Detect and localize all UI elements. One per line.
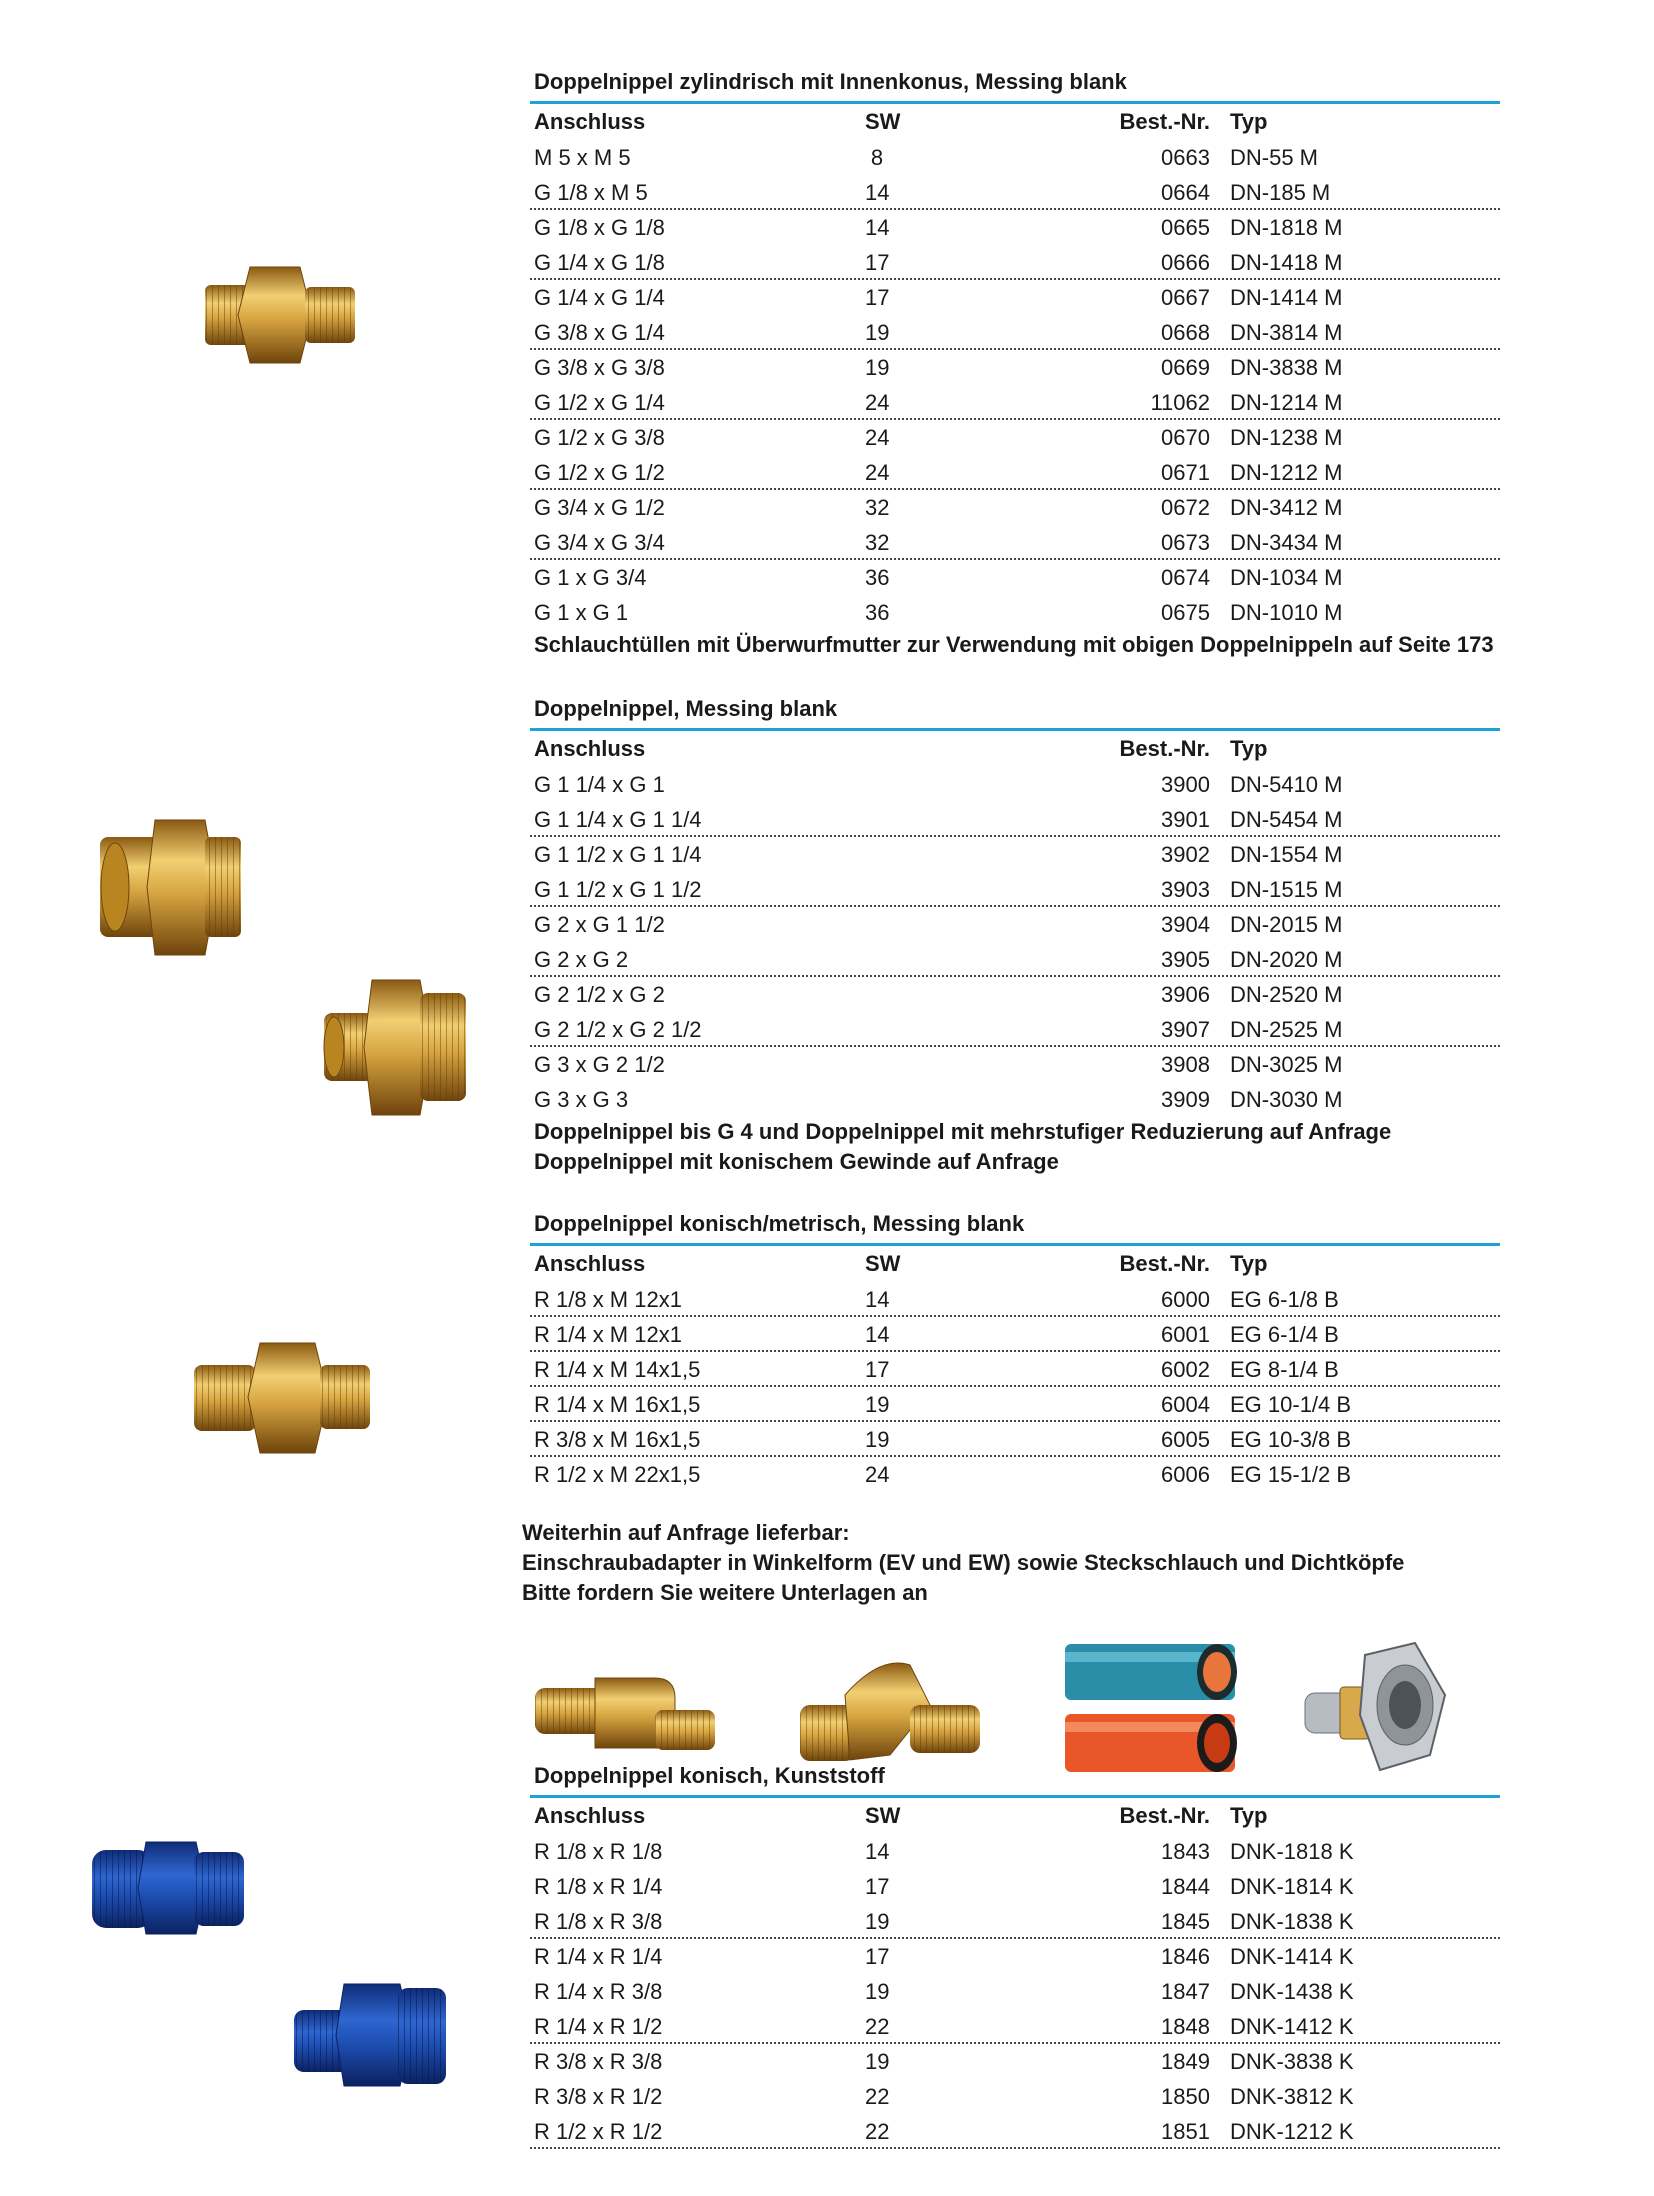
table-row [530,280,1500,315]
cell-typ: DNK-1212 K [1230,2119,1354,2144]
cell-anschluss: G 2 x G 1 1/2 [534,912,665,937]
header-best-nr: Best.-Nr. [1119,1251,1210,1276]
cell-sw: 17 [865,1357,890,1382]
table-row [530,872,1500,907]
cell-anschluss: G 2 1/2 x G 2 [534,982,665,1007]
push-in-hose-image [1065,1638,1245,1778]
cell-sw: 22 [865,2084,890,2109]
header-typ: Typ [1230,736,1268,761]
table-row [530,1317,1500,1352]
cell-typ: DNK-1438 K [1230,1979,1354,2004]
section-note: Schlauchtüllen mit Überwurfmutter zur Verwendung mit obigen Doppelnippeln auf Seite 173 [534,632,1494,657]
table-row [530,455,1500,490]
header-sw: SW [865,1251,901,1276]
table-row [530,1834,1500,1869]
cell-best-nr: 11062 [1150,390,1210,415]
section-konisch-metrisch [530,1206,1500,1492]
section-note: Doppelnippel bis G 4 und Doppelnippel mit mehrstufiger Reduzierung auf Anfrage [534,1119,1392,1144]
cell-typ: EG 6-1/4 B [1230,1322,1339,1347]
cell-best-nr: 3906 [1161,982,1210,1007]
cell-best-nr: 0669 [1161,355,1210,380]
cell-typ: DN-2020 M [1230,947,1343,972]
table-body [530,1834,1500,2149]
cell-sw: 19 [865,1427,890,1452]
table-row [530,525,1500,560]
table-row [530,977,1500,1012]
header-best-nr: Best.-Nr. [1119,1803,1210,1828]
cell-typ: DN-185 M [1230,180,1331,205]
cell-typ: DN-3814 M [1230,320,1343,345]
table-row [530,210,1500,245]
table-header [530,1246,1500,1282]
cell-sw: 19 [865,355,890,380]
cell-typ: DN-1212 M [1230,460,1343,485]
cell-sw: 19 [865,320,890,345]
header-anschluss: Anschluss [534,1803,646,1828]
cell-anschluss: G 2 1/2 x G 2 1/2 [534,1017,702,1042]
section-kunststoff [530,1758,1500,2149]
cell-sw: 32 [865,495,890,520]
table-row [530,175,1500,210]
cell-typ: DNK-3838 K [1230,2049,1354,2074]
header-anschluss: Anschluss [534,109,646,134]
cell-sw: 36 [865,565,890,590]
cell-typ: DN-55 M [1230,145,1319,170]
cell-typ: DNK-1838 K [1230,1909,1354,1934]
header-anschluss: Anschluss [534,736,646,761]
table-row [530,1457,1500,1492]
header-typ: Typ [1230,1251,1268,1276]
cell-anschluss: G 1 1/4 x G 1 [534,772,665,797]
table-row [530,350,1500,385]
table-header [530,731,1500,767]
table-row [530,1012,1500,1047]
cell-anschluss: G 1/2 x G 1/2 [534,460,665,485]
table-row [530,837,1500,872]
table-row [530,140,1500,175]
cell-anschluss: R 1/2 x R 1/2 [534,2119,663,2144]
cell-anschluss: G 1/4 x G 1/4 [534,285,665,310]
cell-anschluss: G 3 x G 2 1/2 [534,1052,665,1077]
cell-typ: DN-3434 M [1230,530,1343,555]
table-row [530,1082,1500,1117]
info-line: Einschraubadapter in Winkelform (EV und EW) sowie Steckschlauch und Dichtköpfe [522,1550,1405,1575]
cell-anschluss: G 1 x G 1 [534,600,629,625]
cell-anschluss: R 1/2 x M 22x1,5 [534,1462,701,1487]
cell-sw: 22 [865,2014,890,2039]
cell-sw: 36 [865,600,890,625]
cell-sw: 24 [865,425,890,450]
cell-anschluss: G 1/8 x M 5 [534,180,648,205]
cell-sw: 14 [865,1839,890,1864]
table-row [530,315,1500,350]
cell-sw: 19 [865,1979,890,2004]
cell-typ: DN-1214 M [1230,390,1343,415]
cell-best-nr: 0664 [1161,180,1210,205]
cell-typ: DN-1414 M [1230,285,1343,310]
section-title: Doppelnippel konisch/metrisch, Messing blank [530,1206,1500,1246]
cell-typ: DN-5410 M [1230,772,1343,797]
cell-anschluss: G 3/8 x G 3/8 [534,355,665,380]
cell-typ: DN-1554 M [1230,842,1343,867]
cell-anschluss: G 1/2 x G 1/4 [534,390,665,415]
cell-sw: 19 [865,2049,890,2074]
cell-typ: DN-1238 M [1230,425,1343,450]
cell-anschluss: G 1 x G 3/4 [534,565,647,590]
table-body [530,767,1500,1117]
cell-typ: EG 15-1/2 B [1230,1462,1352,1487]
cell-anschluss: R 3/8 x M 16x1,5 [534,1427,701,1452]
header-typ: Typ [1230,109,1268,134]
table-row [530,2114,1500,2149]
cell-best-nr: 0671 [1161,460,1210,485]
cell-best-nr: 6002 [1161,1357,1210,1382]
table-row [530,1422,1500,1457]
section-zylindrisch [530,64,1500,660]
header-sw: SW [865,109,901,134]
cell-anschluss: R 1/8 x M 12x1 [534,1287,682,1312]
table-row [530,420,1500,455]
section-messing-blank [530,691,1500,1177]
info-line: Weiterhin auf Anfrage lieferbar: [522,1520,850,1545]
cell-typ: DN-2520 M [1230,982,1343,1007]
table-row [530,1282,1500,1317]
cell-anschluss: R 1/4 x M 16x1,5 [534,1392,701,1417]
cell-typ: DNK-3812 K [1230,2084,1354,2109]
cell-best-nr: 1847 [1161,1979,1210,2004]
cell-best-nr: 1848 [1161,2014,1210,2039]
cell-typ: DNK-1414 K [1230,1944,1354,1969]
cell-anschluss: R 1/8 x R 1/8 [534,1839,663,1864]
cell-best-nr: 1850 [1161,2084,1210,2109]
table-row [530,2009,1500,2044]
table-row [530,1974,1500,2009]
cell-anschluss: G 1/2 x G 3/8 [534,425,665,450]
header-best-nr: Best.-Nr. [1119,736,1210,761]
info-line: Bitte fordern Sie weitere Unterlagen an [522,1580,928,1605]
table-row [530,1387,1500,1422]
cell-best-nr: 0674 [1161,565,1210,590]
cell-anschluss: G 1 1/4 x G 1 1/4 [534,807,702,832]
cell-typ: DN-1515 M [1230,877,1343,902]
table-header [530,104,1500,140]
cell-best-nr: 3904 [1161,912,1210,937]
cell-typ: DN-3412 M [1230,495,1343,520]
header-typ: Typ [1230,1803,1268,1828]
table-row [530,1869,1500,1904]
cell-anschluss: R 1/4 x M 12x1 [534,1322,682,1347]
cell-best-nr: 1843 [1161,1839,1210,1864]
cell-best-nr: 0667 [1161,285,1210,310]
cell-anschluss: R 1/4 x R 3/8 [534,1979,663,2004]
cell-sw: 19 [865,1392,890,1417]
cell-anschluss: R 3/8 x R 3/8 [534,2049,663,2074]
brass-reducer-image [320,975,470,1120]
table-row [530,1939,1500,1974]
cell-sw: 14 [865,215,890,240]
cell-best-nr: 0675 [1161,600,1210,625]
table-row [530,802,1500,837]
elbow-adapter-ew-image [800,1645,990,1775]
cell-best-nr: 0668 [1161,320,1210,345]
cell-best-nr: 0672 [1161,495,1210,520]
cell-sw: 24 [865,460,890,485]
cell-typ: DN-3838 M [1230,355,1343,380]
elbow-adapter-ev-image [535,1648,725,1768]
cell-typ: DNK-1412 K [1230,2014,1354,2039]
cell-best-nr: 3900 [1161,772,1210,797]
cell-sw: 8 [870,145,884,170]
cell-anschluss: R 1/8 x R 3/8 [534,1909,663,1934]
brass-metric-nipple-image [190,1335,375,1460]
section-note: Doppelnippel mit konischem Gewinde auf Anfrage [534,1149,1059,1174]
cell-typ: DN-1818 M [1230,215,1343,240]
cell-best-nr: 1845 [1161,1909,1210,1934]
cell-anschluss: G 1 1/2 x G 1 1/2 [534,877,702,902]
table-row [530,1904,1500,1939]
cell-typ: EG 10-3/8 B [1230,1427,1352,1452]
brass-nipple-image-2 [95,815,245,960]
header-anschluss: Anschluss [534,1251,646,1276]
table-row [530,907,1500,942]
cell-best-nr: 1851 [1161,2119,1210,2144]
cell-sw: 14 [865,1322,890,1347]
plastic-nipple-image-1 [88,1838,248,1938]
cell-anschluss: R 1/4 x R 1/2 [534,2014,663,2039]
cell-anschluss: G 1 1/2 x G 1 1/4 [534,842,702,867]
cell-best-nr: 1844 [1161,1874,1210,1899]
cell-best-nr: 3903 [1161,877,1210,902]
cell-typ: DN-1010 M [1230,600,1343,625]
cell-sw: 17 [865,250,890,275]
section-title: Doppelnippel konisch, Kunststoff [530,1758,1500,1798]
cell-typ: EG 6-1/8 B [1230,1287,1339,1312]
cell-anschluss: G 3 x G 3 [534,1087,629,1112]
table-row [530,1047,1500,1082]
cell-best-nr: 6006 [1161,1462,1210,1487]
cell-best-nr: 1849 [1161,2049,1210,2074]
cell-sw: 24 [865,1462,890,1487]
cell-anschluss: G 1/4 x G 1/8 [534,250,665,275]
cell-anschluss: R 3/8 x R 1/2 [534,2084,663,2109]
availability-info [522,1518,1404,1608]
cell-anschluss: R 1/8 x R 1/4 [534,1874,663,1899]
cell-typ: DN-2525 M [1230,1017,1343,1042]
cell-best-nr: 6001 [1161,1322,1210,1347]
cell-typ: DN-5454 M [1230,807,1343,832]
brass-nipple-image-1 [200,255,360,375]
cell-best-nr: 6000 [1161,1287,1210,1312]
table-row [530,385,1500,420]
cell-anschluss: G 2 x G 2 [534,947,629,972]
cell-best-nr: 3908 [1161,1052,1210,1077]
table-row [530,2044,1500,2079]
cell-anschluss: R 1/4 x R 1/4 [534,1944,663,1969]
cell-typ: DNK-1814 K [1230,1874,1354,1899]
cell-sw: 14 [865,180,890,205]
table-row [530,245,1500,280]
cell-best-nr: 3907 [1161,1017,1210,1042]
cell-sw: 17 [865,1874,890,1899]
cell-best-nr: 1846 [1161,1944,1210,1969]
cell-typ: EG 10-1/4 B [1230,1392,1352,1417]
section-title: Doppelnippel, Messing blank [530,691,1500,731]
cell-best-nr: 3909 [1161,1087,1210,1112]
cell-typ: EG 8-1/4 B [1230,1357,1339,1382]
cell-anschluss: G 3/8 x G 1/4 [534,320,665,345]
cell-best-nr: 0670 [1161,425,1210,450]
cell-sw: 24 [865,390,890,415]
table-row [530,1352,1500,1387]
cell-typ: DNK-1818 K [1230,1839,1354,1864]
cell-best-nr: 0666 [1161,250,1210,275]
cell-best-nr: 0665 [1161,215,1210,240]
cell-anschluss: G 1/8 x G 1/8 [534,215,665,240]
cell-sw: 17 [865,1944,890,1969]
cell-best-nr: 3901 [1161,807,1210,832]
cell-typ: DN-3030 M [1230,1087,1343,1112]
cell-anschluss: M 5 x M 5 [534,145,631,170]
table-row [530,560,1500,595]
plastic-nipple-image-2 [290,1980,450,2090]
table-body [530,140,1500,630]
header-sw: SW [865,1803,901,1828]
table-row [530,490,1500,525]
cell-best-nr: 3905 [1161,947,1210,972]
cell-best-nr: 6004 [1161,1392,1210,1417]
cell-sw: 14 [865,1287,890,1312]
table-row [530,942,1500,977]
table-row [530,767,1500,802]
cell-best-nr: 3902 [1161,842,1210,867]
cell-best-nr: 0663 [1161,145,1210,170]
table-row [530,2079,1500,2114]
cell-best-nr: 6005 [1161,1427,1210,1452]
table-body [530,1282,1500,1492]
cell-typ: DN-3025 M [1230,1052,1343,1077]
cell-typ: DN-1418 M [1230,250,1343,275]
table-header [530,1798,1500,1834]
cell-sw: 19 [865,1909,890,1934]
cell-typ: DN-1034 M [1230,565,1343,590]
cell-sw: 32 [865,530,890,555]
cell-best-nr: 0673 [1161,530,1210,555]
section-title: Doppelnippel zylindrisch mit Innenkonus, Messing blank [530,64,1500,104]
table-row [530,595,1500,630]
cell-sw: 22 [865,2119,890,2144]
cell-typ: DN-2015 M [1230,912,1343,937]
header-best-nr: Best.-Nr. [1119,109,1210,134]
cell-anschluss: R 1/4 x M 14x1,5 [534,1357,701,1382]
cell-anschluss: G 3/4 x G 3/4 [534,530,665,555]
cell-sw: 17 [865,285,890,310]
cell-anschluss: G 3/4 x G 1/2 [534,495,665,520]
